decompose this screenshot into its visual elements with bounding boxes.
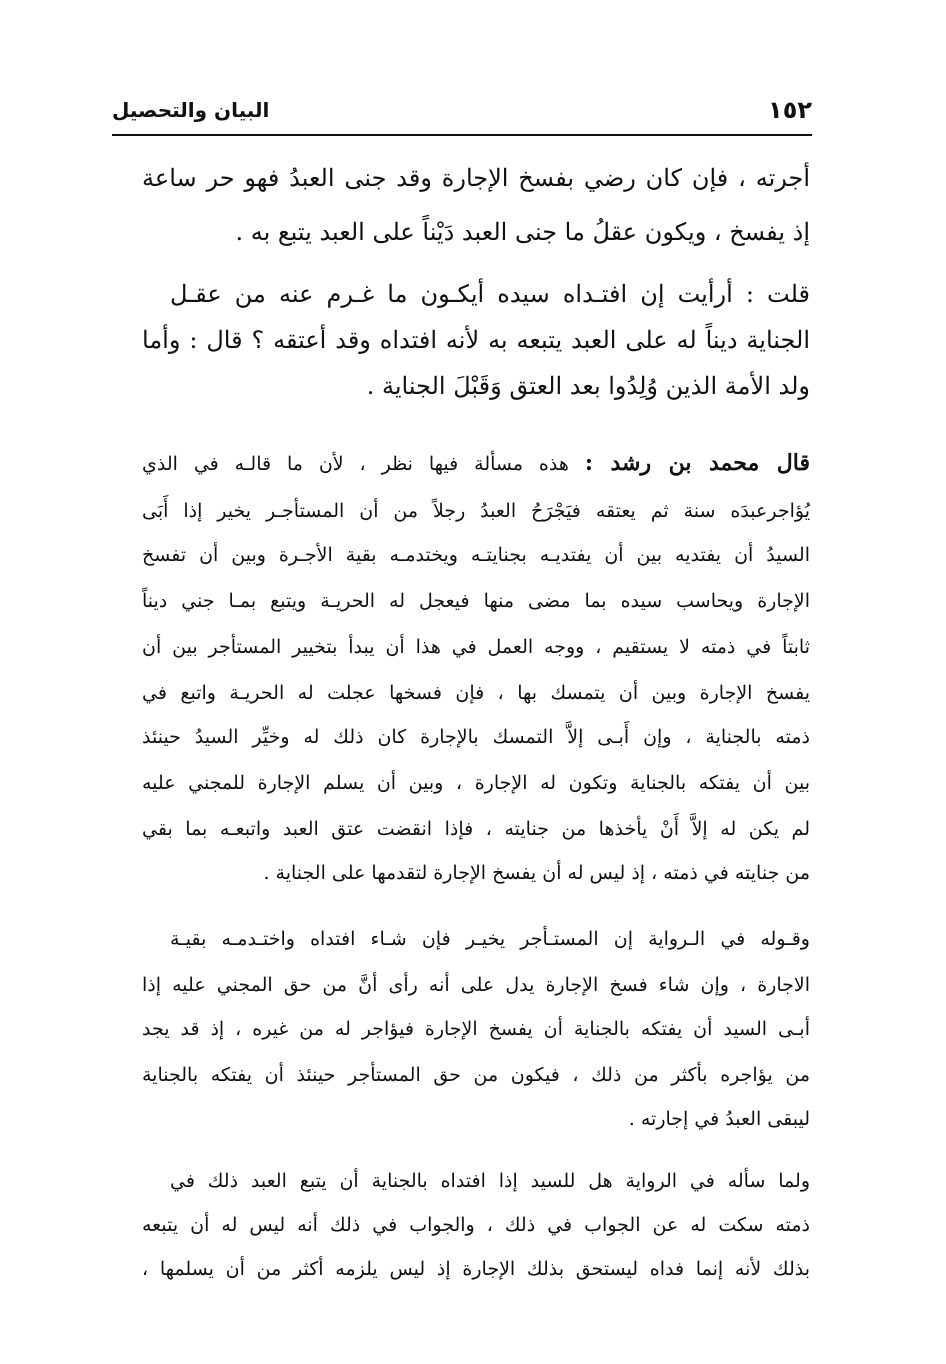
text-line: يُؤاجرعبدَه سنة ثم يعتقه فيَجْرَحُ العبدُ رجلاً من أن المستأجـر يخير إذا أَبَى [142,500,810,522]
text-line: أبـى السيد أن يفتكه بالجناية أن يفسخ الإجارة فيؤاجر له من غيره ، إذ قد يجد [142,1018,810,1040]
text-line: لم يكن له إلاَّ أَنْ يأخذها من جنايته ، فإذا انقضت عتق العبد واتبعـه بما بقي [142,818,810,840]
commentary-first-line-text: هذه مسألة فيها نظر ، لأن ما قالـه في الذي [142,453,569,475]
text-line: يفسخ الإجارة وبين أن يتمسك بها ، فإن فسخها عجلت له الحريـة واتبع في [142,682,810,704]
text-line: السيدُ أن يفتديه بين أن يفتديـه بجنايتـه ويختدمـه بقية الأجـرة وبين أن تفسخ [142,544,810,566]
text-line: أجرته ، فإن كان رضي بفسخ الإجارة وقد جنى العبدُ فهو حر ساعة [142,164,810,192]
text-line: ولما سأله في الرواية هل للسيد إذا افتداه بالجناية أن يتبع العبد ذلك في [170,1170,810,1192]
header-rule [112,134,812,136]
text-line: ولد الأمة الذين وُلِدُوا بعد العتق وَقَبْلَ الجناية . [366,372,810,400]
text-line: إذ يفسخ ، ويكون عقلُ ما جنى العبد دَيْناً على العبد يتبع به . [235,218,810,246]
commentary-speaker: قال محمد بن رشد : [584,450,810,476]
text-line: ذمته سكت له عن الجواب في ذلك ، والجواب في ذلك أنه ليس له أن يتبعه [142,1214,810,1236]
text-line: الإجارة ويحاسب سيده بما مضى منها فيعجل له الحريـة ويتبع بمـا جني ديناً [142,590,810,612]
commentary-first-line [142,450,810,476]
text-line: من جنايته في ذمته ، إذ ليس له أن يفسخ الإجارة لتقدمها على الجناية . [263,862,810,884]
text-line: وقـوله في الـرواية إن المستـأجر يخيـر فإن شـاء افتداه واختـدمـه بقيـة [170,928,810,950]
text-line: قلت : أرأيت إن افتـداه سيده أيكـون ما غـرم عنه من عقـل [170,280,810,308]
text-line: بذلك لأنه إنما فداه ليستحق بذلك الإجارة إذ ليس يلزمه أكثر من أن يسلمها ، [142,1258,810,1280]
text-line: بين أن يفتكه بالجناية وتكون له الإجارة ، وبين أن يسلم الإجارة للمجني عليه [142,772,810,794]
text-line: ذمته بالجناية ، وإن أَبـى إلاَّ التمسك بالإجارة كان ذلك له وخيِّر السيدُ حينئذ [142,726,810,748]
running-header [112,96,812,132]
page-number: ١٥٢ [768,96,812,124]
text-line: من يؤاجره بأكثر من ذلك ، فيكون من حق المستأجر حينئذ أن يفتكه بالجناية [142,1064,810,1086]
text-line: ليبقى العبدُ في إجارته . [628,1108,810,1130]
text-line: ثابتاً في ذمته لا يستقيم ، ووجه العمل في هذا أن يبدأ بتخيير المستأجر بين أن [142,636,810,658]
book-title: البيان والتحصيل [112,98,270,122]
text-line: الاجارة ، وإن شاء فسخ الإجارة يدل على أنه رأى أنَّ من حق المجني عليه إذا [142,974,810,996]
text-line: الجناية ديناً له على العبد يتبعه به لأنه افتداه وقد أعتقه ؟ قال : وأما [142,326,810,354]
